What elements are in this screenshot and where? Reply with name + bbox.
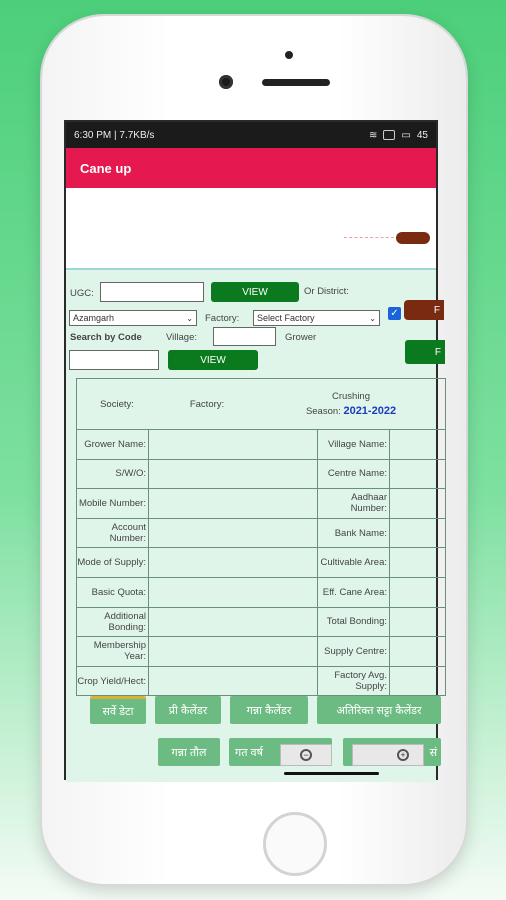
status-icons — [369, 130, 428, 141]
row-left-label: Grower Name: — [77, 430, 149, 459]
survey-data-button[interactable]: सर्वे डेटा — [90, 696, 146, 724]
battery-icon: ▭ — [401, 129, 411, 141]
extra-calendar-button[interactable]: अतिरिक्त सट्टा कैलेंडर — [317, 696, 441, 724]
season-block — [257, 379, 445, 429]
row-left-value — [149, 667, 318, 696]
row-left-value — [149, 460, 318, 489]
row-right-value — [390, 519, 445, 548]
cane-calendar-button[interactable]: गन्ना कैलेंडर — [230, 696, 308, 724]
row-right-label: Bank Name: — [318, 519, 390, 548]
row-right-value — [390, 489, 445, 518]
row-right-value — [390, 430, 445, 459]
row-right-label: Eff. Cane Area: — [318, 578, 390, 607]
district-select[interactable] — [69, 310, 197, 326]
front-camera — [285, 51, 293, 59]
more-button[interactable]: सं — [343, 738, 441, 766]
chevron-down-icon: ⌄ — [186, 313, 193, 323]
table-row — [77, 578, 445, 608]
proximity-sensor — [219, 75, 233, 89]
row-right-label: Centre Name: — [318, 460, 390, 489]
battery-level: 45 — [416, 129, 428, 141]
table-row — [77, 667, 445, 696]
or-district-label: Or District: — [304, 286, 349, 297]
district-value: Azamgarh — [73, 313, 115, 323]
row-right-value — [390, 548, 445, 577]
wifi-icon: ≋ — [369, 129, 378, 141]
society-label: Society: — [100, 398, 134, 410]
checkbox-icon[interactable]: ✓ — [388, 307, 401, 320]
row-left-value — [149, 430, 318, 459]
right-action-label: F — [433, 304, 440, 316]
grower-details-table — [76, 378, 446, 696]
cane-weigh-button[interactable]: गन्ना तौल — [158, 738, 220, 766]
row-left-label: Membership Year: — [77, 637, 149, 666]
row-left-label: Basic Quota: — [77, 578, 149, 607]
table-body — [77, 430, 445, 695]
table-row — [77, 489, 445, 519]
row-left-value — [149, 578, 318, 607]
status-time: 6:30 PM | 7.7KB/s — [74, 129, 155, 141]
factory-label: Factory: — [205, 313, 240, 324]
last-year-button[interactable]: गत वर्ष — [229, 738, 332, 766]
row-right-value — [390, 460, 445, 489]
village-code-input[interactable] — [213, 327, 276, 346]
table-row — [77, 608, 445, 638]
row-left-label: Additional Bonding: — [77, 608, 149, 637]
season-value: 2021-2022 — [343, 404, 397, 417]
right-green-label: F — [434, 346, 441, 358]
factory-header-label: Factory: — [189, 398, 225, 410]
row-right-value — [390, 667, 445, 696]
row-left-label: S/W/O: — [77, 460, 149, 489]
zoom-in-icon: + — [397, 749, 409, 761]
factory-placeholder: Select Factory — [257, 313, 315, 323]
view-button[interactable]: VIEW — [211, 282, 299, 302]
season-line — [306, 404, 396, 419]
home-button[interactable] — [263, 812, 327, 876]
row-right-label: Factory Avg. Supply: — [318, 667, 390, 696]
row-left-label: Mobile Number: — [77, 489, 149, 518]
app-title: Cane up — [80, 160, 132, 176]
earpiece-speaker — [262, 79, 330, 86]
row-left-label: Mode of Supply: — [77, 548, 149, 577]
grower-code-input[interactable] — [69, 350, 159, 370]
phone-screen — [64, 120, 441, 780]
row-right-label: Aadhaar Number: — [318, 489, 390, 518]
pre-calendar-button[interactable]: प्री कैलेंडर — [155, 696, 221, 724]
ad-banner[interactable] — [66, 188, 436, 270]
row-right-value — [390, 608, 445, 637]
app-bar — [66, 148, 436, 188]
table-row — [77, 460, 445, 490]
row-left-value — [149, 608, 318, 637]
village-label: Village: — [166, 332, 197, 343]
row-left-label: Account Number: — [77, 519, 149, 548]
right-green-button[interactable] — [405, 340, 445, 364]
scroll-indicator[interactable] — [284, 772, 379, 775]
row-left-value — [149, 489, 318, 518]
row-right-label: Village Name: — [318, 430, 390, 459]
grower-label: Grower — [285, 332, 317, 343]
row-left-value — [149, 548, 318, 577]
ugc-label: UGC: — [70, 288, 94, 299]
row-right-value — [390, 578, 445, 607]
row-right-label: Cultivable Area: — [318, 548, 390, 577]
factory-select[interactable] — [253, 310, 380, 326]
status-bar — [66, 122, 436, 148]
table-header — [77, 379, 445, 430]
crushing-label: Crushing — [331, 390, 371, 402]
season-label: Season: — [305, 405, 341, 417]
table-row — [77, 430, 445, 460]
row-left-value — [149, 637, 318, 666]
view-button-2[interactable]: VIEW — [168, 350, 258, 370]
ugc-input[interactable] — [100, 282, 204, 302]
chevron-down-icon: ⌄ — [369, 313, 376, 323]
zoom-out-control[interactable] — [280, 744, 332, 766]
zoom-in-control[interactable] — [352, 744, 424, 766]
search-by-code-label: Search by Code — [70, 332, 142, 343]
right-action-button[interactable] — [404, 300, 444, 320]
row-right-value — [390, 637, 445, 666]
ad-decoration — [344, 237, 394, 239]
zoom-out-icon: − — [300, 749, 312, 761]
table-row — [77, 519, 445, 549]
row-left-label: Crop Yield/Hect: — [77, 667, 149, 696]
table-row — [77, 548, 445, 578]
row-right-label: Supply Centre: — [318, 637, 390, 666]
table-row — [77, 637, 445, 667]
signal-icon — [383, 130, 395, 140]
row-left-value — [149, 519, 318, 548]
ad-badge[interactable] — [396, 232, 430, 244]
main-content — [66, 270, 441, 782]
row-right-label: Total Bonding: — [318, 608, 390, 637]
